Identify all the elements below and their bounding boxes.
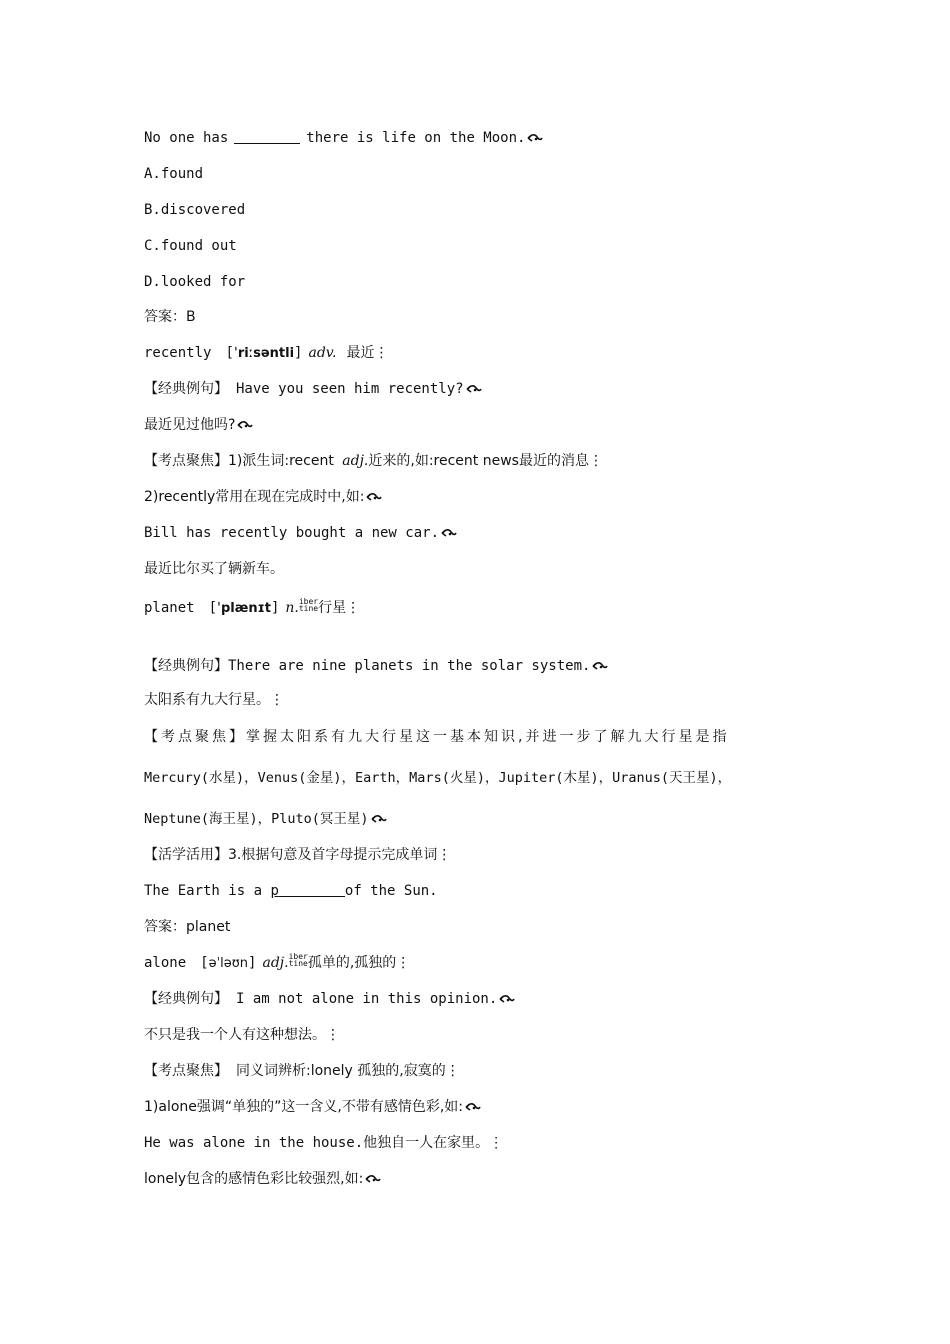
- option-d: D.looked for: [144, 274, 246, 290]
- garbled-glyph: iber tine: [298, 597, 319, 613]
- planet-list-line-2: Neptune(海王星)，Pluto(冥王星): [144, 809, 387, 829]
- example-recently: [144, 379, 482, 399]
- meaning: 孤单的,孤独的⋮: [307, 955, 411, 971]
- option-c: C.found out: [144, 238, 237, 254]
- focus-planet: 【考点聚焦】掌握太阳系有九大行星这一基本知识,并进一步了解九大行星是指: [144, 729, 730, 745]
- example-cn-planet: 太阳系有九大行星。⋮: [144, 692, 284, 708]
- use-planet: 【活学活用】3.根据句意及首字母提示完成单词⋮: [144, 847, 452, 863]
- paragraph-mark-icon: [466, 384, 482, 394]
- paragraph-mark-icon: [366, 492, 382, 502]
- question-stem: [144, 128, 543, 148]
- planet-list-line-1: Mercury(水星)，Venus(金星)，Earth，Mars(火星)，Jupiter(木星)，Uranus(天王星)，: [144, 770, 732, 786]
- focus-label: 【考点聚焦】: [144, 729, 246, 745]
- focus-label: 【考点聚焦】: [144, 453, 228, 469]
- focus-recently-2: 2)recently常用在现在完成时中,如:: [144, 487, 382, 507]
- example-label: 【经典例句】: [144, 381, 228, 397]
- example-en: I am not alone in this opinion.: [236, 991, 498, 1007]
- focus-label: 【考点聚焦】: [144, 1063, 228, 1079]
- option-b: B.discovered: [144, 202, 246, 218]
- example-alone: [144, 989, 515, 1009]
- first-letter-hint: p: [270, 883, 279, 899]
- paragraph-mark-icon: [365, 1174, 381, 1184]
- paragraph-mark-icon: [465, 1102, 481, 1112]
- use-planet-answer: 答案：planet: [144, 919, 231, 935]
- entry-planet: planet [ˈplænɪt] n.iber tine行星⋮: [144, 597, 361, 616]
- use-planet-exercise: The Earth is a p of the Sun.: [144, 883, 438, 899]
- answer-blank: [279, 882, 345, 897]
- paragraph-mark-icon: [592, 661, 608, 671]
- focus-alone-1: 1)alone强调“单独的”这一含义,不带有感情色彩,如:: [144, 1097, 481, 1117]
- garbled-glyph: iber tine: [288, 952, 308, 968]
- focus-alone-example: He was alone in the house.他独自一人在家里。⋮: [144, 1135, 504, 1151]
- meaning: 最近⋮: [346, 345, 389, 361]
- answer-line: 答案：B: [144, 309, 196, 325]
- use-label: 【活学活用】: [144, 847, 228, 863]
- example-label: 【经典例句】: [144, 991, 228, 1007]
- example-cn-recently: 最近见过他吗?: [144, 415, 253, 435]
- example-en: There are nine planets in the solar system.: [228, 658, 591, 674]
- focus-alone-2: lonely包含的感情色彩比较强烈,如:: [144, 1169, 381, 1189]
- paragraph-mark-icon: [499, 994, 515, 1004]
- paragraph-mark-icon: [237, 420, 253, 430]
- example-planet: [144, 656, 608, 676]
- option-a: A.found: [144, 166, 204, 182]
- focus-recently-1: 【考点聚焦】1)派生词:recent adj.近来的,如:recent news最近的消息⋮: [144, 453, 603, 469]
- focus-recently-cn: 最近比尔买了辆新车。: [144, 561, 284, 577]
- focus-alone: 【考点聚焦】 同义词辨析:lonely 孤独的,寂寞的⋮: [144, 1063, 460, 1079]
- phonetic: əˈləʊn: [208, 956, 249, 971]
- entry-recently: recently [ˈriːsəntli] adv. 最近⋮: [144, 345, 389, 361]
- paragraph-mark-icon: [371, 814, 387, 824]
- phonetic: ˈriːsəntli: [233, 346, 295, 361]
- example-en: Have you seen him recently?: [236, 381, 464, 397]
- entry-alone: alone [əˈləʊn] adj.iber tine孤单的,孤独的⋮: [144, 952, 411, 971]
- meaning: 行星⋮: [318, 600, 361, 616]
- example-cn-alone: 不只是我一个人有这种想法。⋮: [144, 1027, 340, 1043]
- phonetic: ˈplænɪt: [217, 601, 271, 616]
- focus-recently-example: Bill has recently bought a new car.: [144, 523, 457, 543]
- part-of-speech: adj.: [262, 955, 289, 971]
- answer-blank: [234, 129, 300, 144]
- paragraph-mark-icon: [527, 133, 543, 143]
- part-of-speech: adv.: [308, 345, 337, 361]
- headword: recently: [144, 345, 212, 361]
- headword: alone: [144, 955, 187, 971]
- headword: planet: [144, 600, 195, 616]
- stem-text-after: there is life on the Moon.: [306, 130, 526, 146]
- part-of-speech: n.: [285, 600, 299, 616]
- paragraph-mark-icon: [441, 528, 457, 538]
- stem-text-before: No one has: [144, 130, 229, 146]
- example-label: 【经典例句】: [144, 658, 228, 674]
